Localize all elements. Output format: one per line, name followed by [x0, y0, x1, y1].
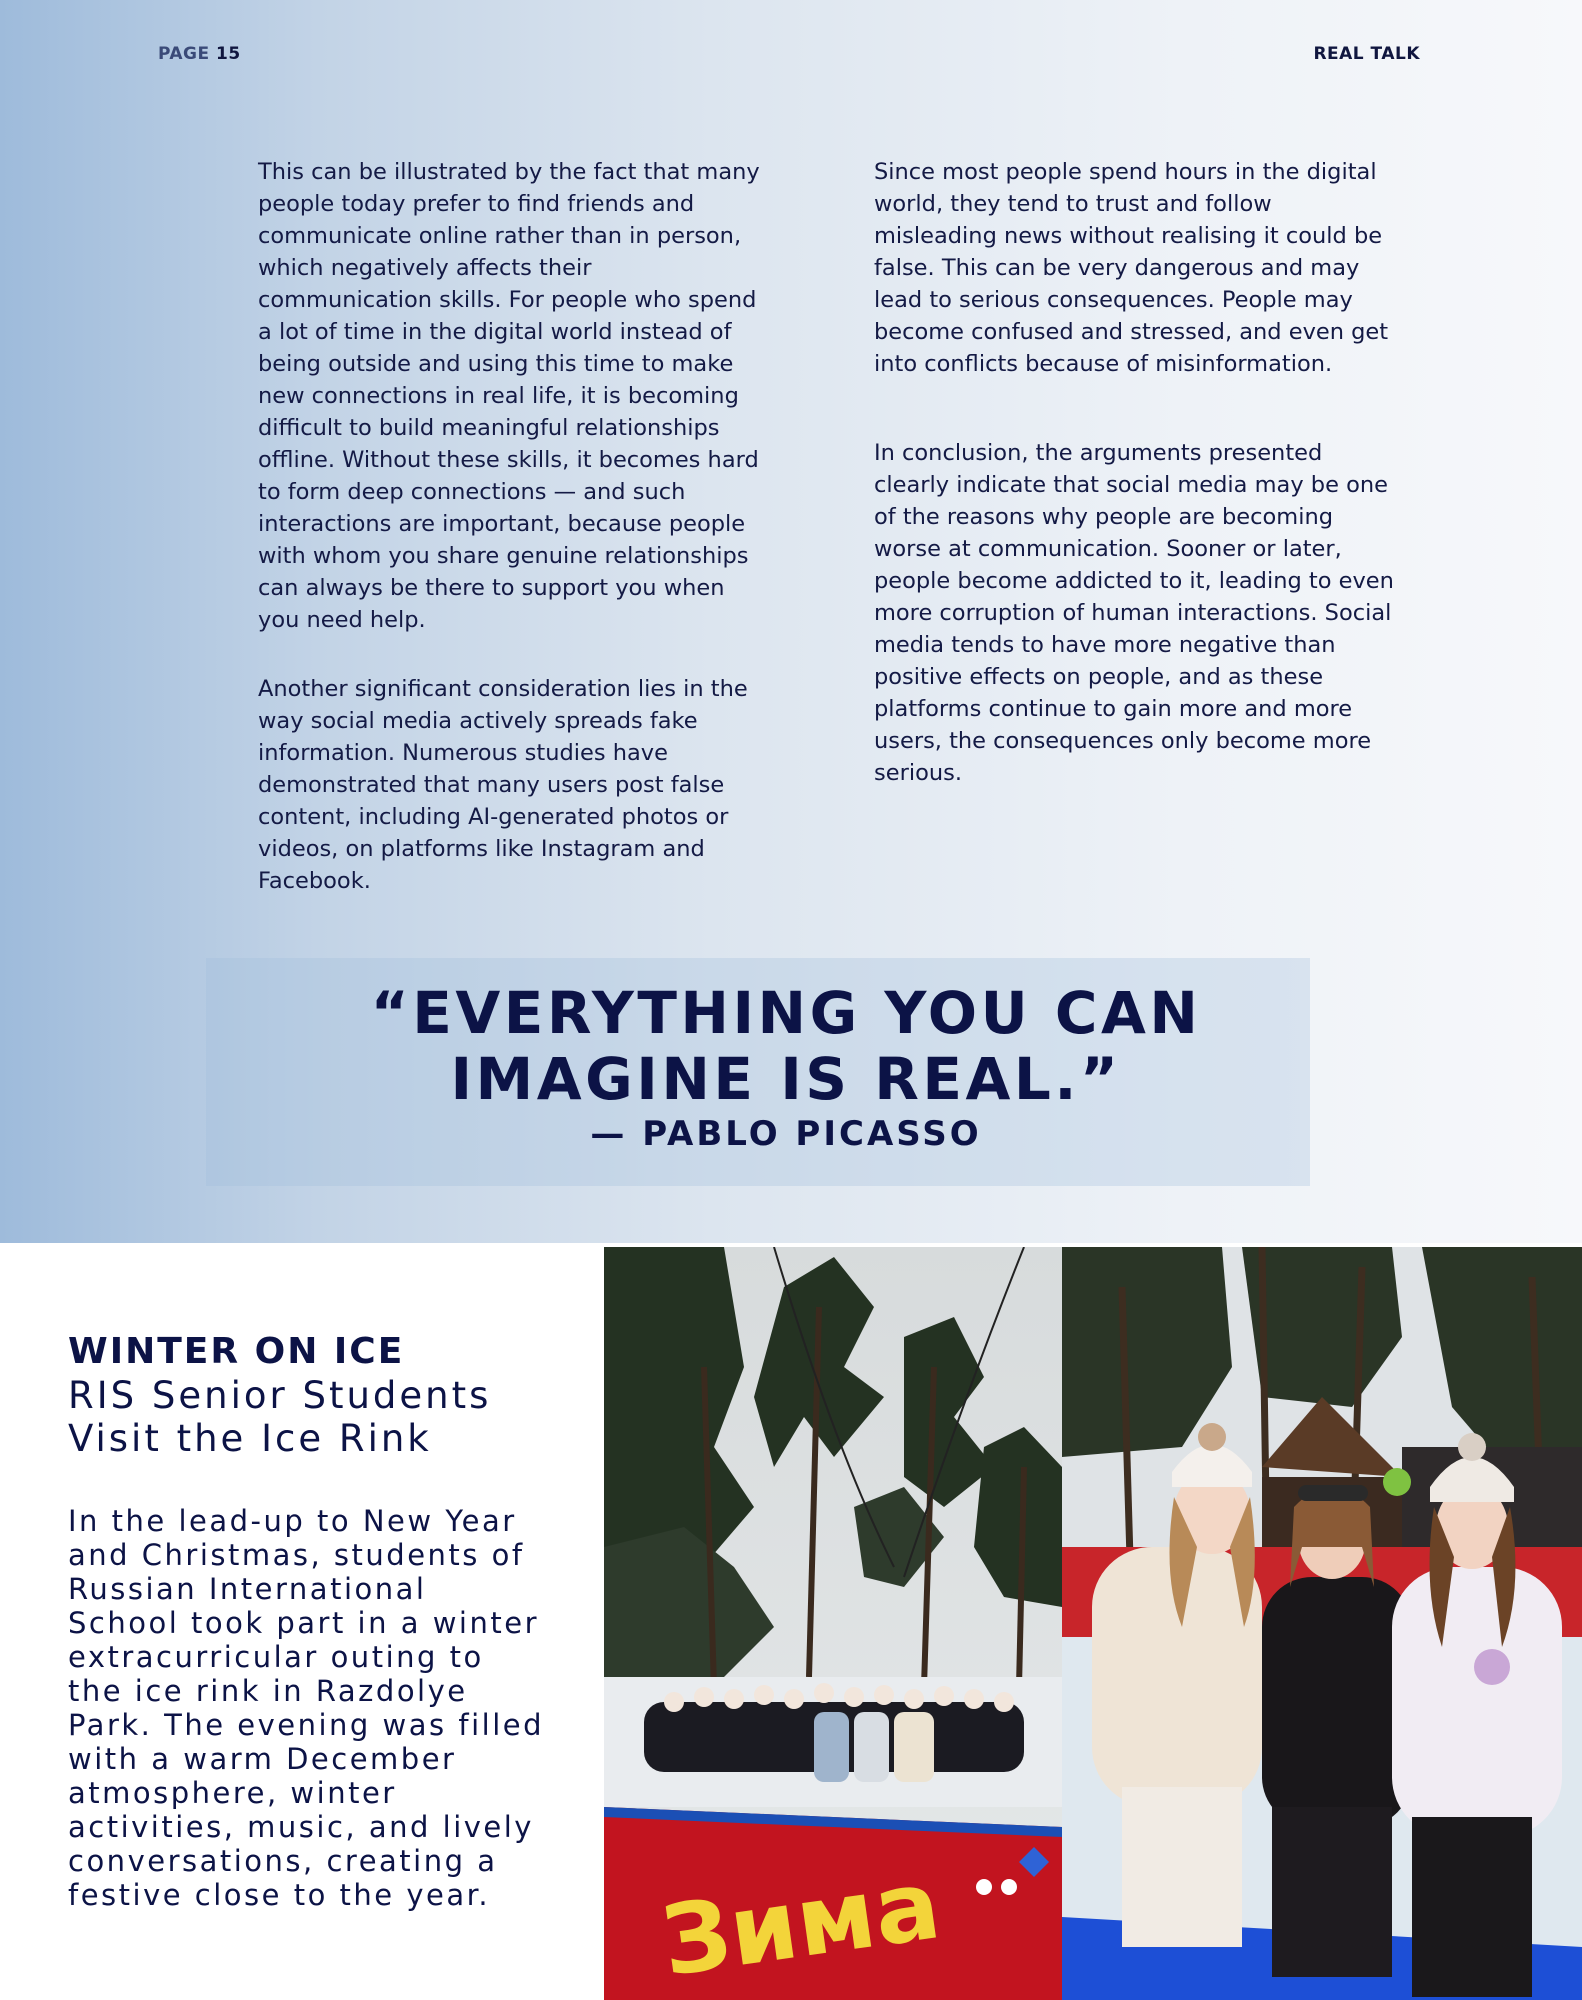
essay-right-column	[874, 156, 1414, 826]
section-title: REAL TALK	[1313, 44, 1420, 64]
three-students-photo	[1062, 1247, 1582, 2000]
article-text	[68, 1330, 588, 1912]
article-subtitle: RIS Senior Students Visit the Ice Rink	[68, 1374, 492, 1460]
essay-paragraph: In conclusion, the arguments presented clearly indicate that social media may be one of the reasons why people are becoming worse at communication. Sooner or later, people become addicted to it, leading to even more corruption of human interactions. Social media tends to have more negative than positive effects on people, and as these platforms continue to gain more and more users, the consequences only become more serious.	[874, 440, 1394, 786]
essay-paragraph: Another significant consideration lies in the way social media actively spreads fake information. Numerous studies have demonstrated that many users post false content, including AI-generated photos or videos, on platforms like Instagram and Facebook.	[258, 676, 748, 894]
page-number	[158, 44, 241, 64]
pull-quote	[206, 980, 1366, 1112]
page-label: PAGE	[158, 44, 210, 64]
essay-left-column	[258, 156, 798, 934]
pull-quote-line1: “EVERYTHING YOU CAN	[370, 979, 1202, 1047]
essay-paragraph: This can be illustrated by the fact that many people today prefer to find friends and communicate online rather than in person, which negatively affects their communication skills. For people who spend a lot of time in the digital world instead of being outside and using this time to make new connections in real life, it is becoming difficult to build meaningful relationships offline. Without these skills, it becomes hard to form deep connections — and such interactions are important, because people with whom you share genuine relationships can always be there to support you when you need help.	[258, 159, 760, 633]
article-title: WINTER ON ICE	[68, 1331, 405, 1372]
article-body: In the lead-up to New Year and Christmas, students of Russian International School took part in a winter extracurricular outing to the ice rink in Razdolye Park. The evening was filled with a warm December atmosphere, winter activities, music, and lively conversations, creating a festive close to the year.	[68, 1504, 544, 1912]
essay-paragraph: Since most people spend hours in the digital world, they tend to trust and follow misleading news without realising it could be false. This can be very dangerous and may lead to serious consequences. People may become confused and stressed, and even get into conflicts because of misinformation.	[874, 159, 1389, 377]
pull-quote-author: — PABLO PICASSO	[590, 1114, 982, 1154]
ice-rink-group-photo	[604, 1247, 1062, 2000]
rink-sign-text: Зима	[654, 1848, 947, 1998]
page-number-value: 15	[216, 44, 241, 64]
pull-quote-line2: IMAGINE IS REAL.”	[450, 1045, 1122, 1113]
